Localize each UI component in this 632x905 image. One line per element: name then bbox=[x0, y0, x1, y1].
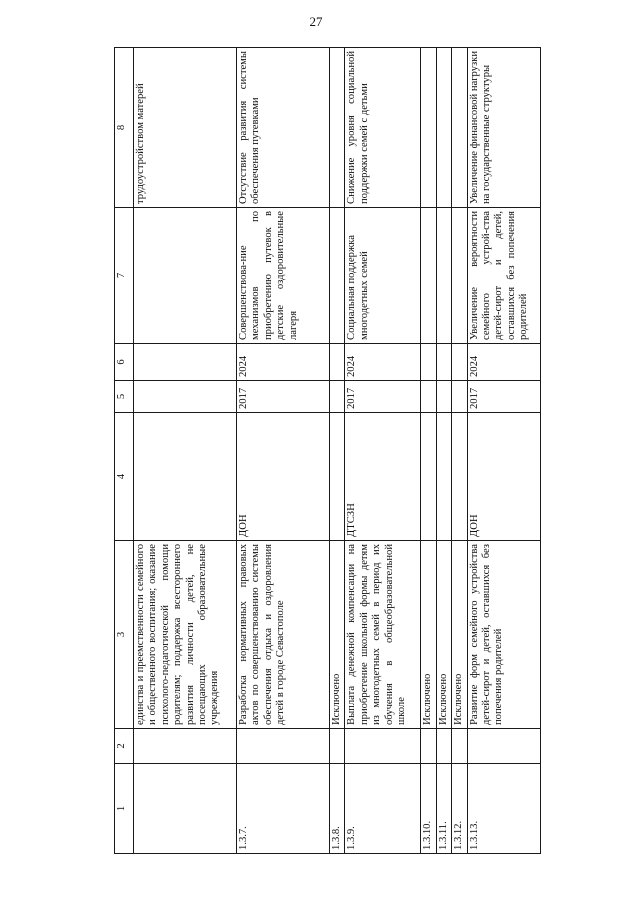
measure-description: Исключено bbox=[436, 541, 451, 729]
header-row bbox=[115, 48, 134, 854]
rotated-table-frame bbox=[114, 48, 541, 854]
expected-result bbox=[436, 208, 451, 344]
consequences bbox=[452, 48, 467, 208]
start-year: 2017 bbox=[345, 381, 421, 413]
executor bbox=[436, 413, 451, 541]
expected-result bbox=[452, 208, 467, 344]
header-cell: 3 bbox=[115, 541, 134, 729]
cell-col-2 bbox=[345, 729, 421, 764]
table-row bbox=[237, 48, 330, 854]
measure-description: Исключено bbox=[452, 541, 467, 729]
table-row bbox=[134, 48, 237, 854]
row-number: 1.3.8. bbox=[330, 764, 345, 854]
table-row bbox=[345, 48, 421, 854]
executor bbox=[421, 413, 436, 541]
cell-col-2 bbox=[134, 729, 237, 764]
expected-result: Совершенствова-ние механизмов по приобретению путевок в детские оздоровительные лагеря bbox=[237, 208, 330, 344]
header-cell: 6 bbox=[115, 344, 134, 381]
executor: ДОН bbox=[237, 413, 330, 541]
header-cell: 7 bbox=[115, 208, 134, 344]
cell-col-2 bbox=[467, 729, 540, 764]
end-year bbox=[452, 344, 467, 381]
consequences bbox=[436, 48, 451, 208]
table-row bbox=[452, 48, 467, 854]
executor bbox=[330, 413, 345, 541]
start-year bbox=[421, 381, 436, 413]
table-row bbox=[330, 48, 345, 854]
end-year: 2024 bbox=[237, 344, 330, 381]
row-number: 1.3.12. bbox=[452, 764, 467, 854]
row-number: 1.3.13. bbox=[467, 764, 540, 854]
end-year bbox=[330, 344, 345, 381]
cell-col-2 bbox=[436, 729, 451, 764]
measure-description: единства и преемственности семейного и общественного воспитания; оказание психолого-педагогической помощи родителям; поддержка всестороннего развития личности детей, не посещающих образовательные учреждения bbox=[134, 541, 237, 729]
row-number: 1.3.7. bbox=[237, 764, 330, 854]
page-number: 27 bbox=[309, 14, 323, 29]
cell-col-2 bbox=[237, 729, 330, 764]
start-year: 2017 bbox=[467, 381, 540, 413]
measures-table bbox=[114, 47, 541, 854]
measure-description: Исключено bbox=[421, 541, 436, 729]
table-row bbox=[421, 48, 436, 854]
end-year bbox=[421, 344, 436, 381]
row-number: 1.3.11. bbox=[436, 764, 451, 854]
row-number bbox=[134, 764, 237, 854]
executor bbox=[452, 413, 467, 541]
consequences: трудоустройством матерей bbox=[134, 48, 237, 208]
expected-result bbox=[421, 208, 436, 344]
expected-result: Социальная поддержка многодетных семей bbox=[345, 208, 421, 344]
start-year: 2017 bbox=[237, 381, 330, 413]
row-number: 1.3.9. bbox=[345, 764, 421, 854]
cell-col-2 bbox=[330, 729, 345, 764]
consequences: Увеличение финансовой нагрузки на государственные структуры bbox=[467, 48, 540, 208]
expected-result bbox=[134, 208, 237, 344]
end-year bbox=[134, 344, 237, 381]
expected-result: Увеличение вероятности семейного устрой-ства детей-сирот и детей, оставшихся без попечения родителей bbox=[467, 208, 540, 344]
header-cell: 1 bbox=[115, 764, 134, 854]
cell-col-2 bbox=[452, 729, 467, 764]
header-cell: 8 bbox=[115, 48, 134, 208]
measure-description: Развитие форм семейного устройства детей-сирот и детей, оставшихся без попечения родителей bbox=[467, 541, 540, 729]
consequences: Снижение уровня социальной поддержки семей с детьми bbox=[345, 48, 421, 208]
consequences bbox=[330, 48, 345, 208]
start-year bbox=[330, 381, 345, 413]
start-year bbox=[134, 381, 237, 413]
measure-description: Разработка нормативных правовых актов по совершенствованию системы обеспечения отдыха и оздоровления детей в городе Севастополе bbox=[237, 541, 330, 729]
measure-description: Выплата денежной компенсации на приобретение школьной формы детям из многодетных семей в период их обучения в общеобразовательной школе bbox=[345, 541, 421, 729]
cell-col-2 bbox=[421, 729, 436, 764]
header-cell: 2 bbox=[115, 729, 134, 764]
header-cell: 4 bbox=[115, 413, 134, 541]
consequences: Отсутствие развития системы обеспечения путевками bbox=[237, 48, 330, 208]
consequences bbox=[421, 48, 436, 208]
expected-result bbox=[330, 208, 345, 344]
end-year: 2024 bbox=[345, 344, 421, 381]
landscape-table-container bbox=[114, 48, 541, 854]
executor: ДОН bbox=[467, 413, 540, 541]
start-year bbox=[452, 381, 467, 413]
executor: ДТСЗН bbox=[345, 413, 421, 541]
table-row bbox=[467, 48, 540, 854]
row-number: 1.3.10. bbox=[421, 764, 436, 854]
end-year: 2024 bbox=[467, 344, 540, 381]
end-year bbox=[436, 344, 451, 381]
start-year bbox=[436, 381, 451, 413]
executor bbox=[134, 413, 237, 541]
header-cell: 5 bbox=[115, 381, 134, 413]
table-row bbox=[436, 48, 451, 854]
measure-description: Исключено bbox=[330, 541, 345, 729]
